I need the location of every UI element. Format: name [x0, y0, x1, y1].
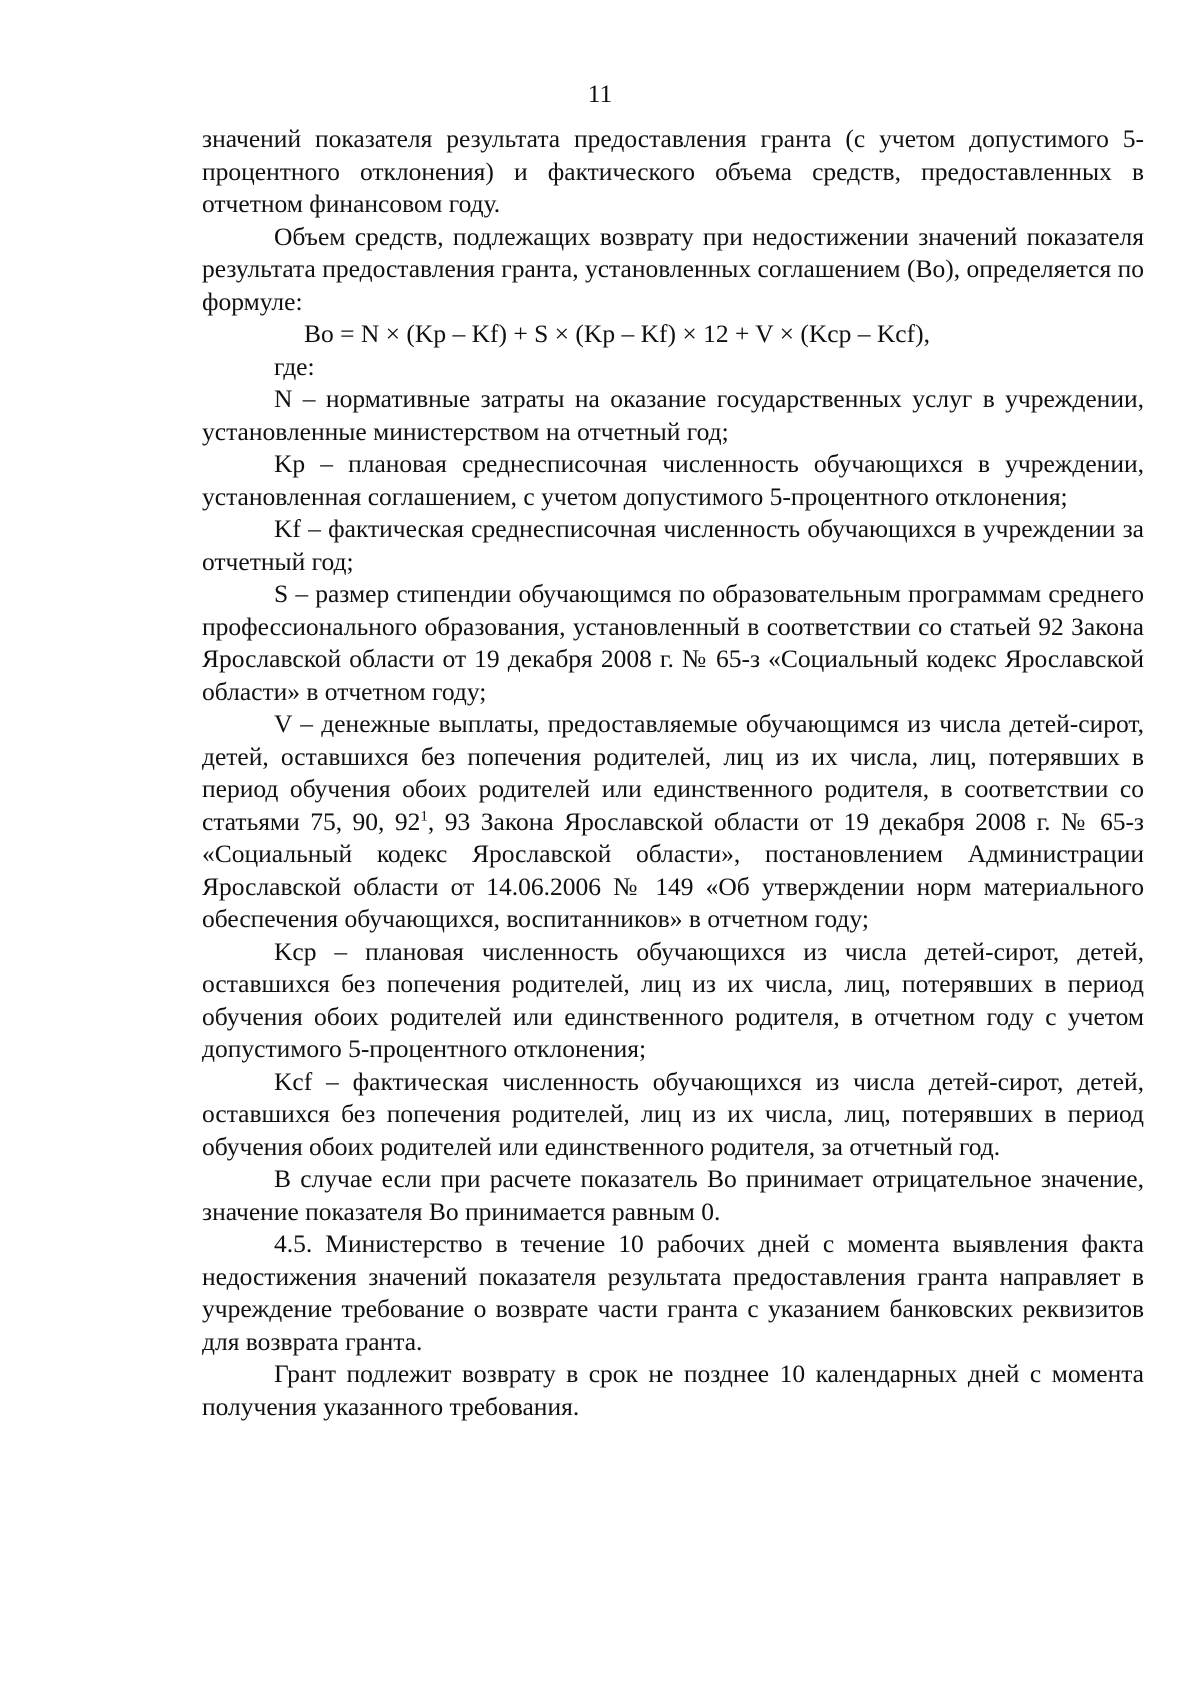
paragraph-continuation: значений показателя результата предоставления гранта (с учетом допустимого 5-процентного отклонения) и фактического объема средств, предоставленных в отчетном финансовом году.: [202, 124, 1144, 218]
definition-kcp: Kcp – плановая численность обучающихся из числа детей-сирот, детей, оставшихся без попечения родителей, лиц из их числа, лиц, потерявших в период обучения обоих родителей или единственного родителя, в отчетном году с учетом допустимого 5-процентного отклонения;: [202, 936, 1144, 1063]
formula: Во = N × (Kp – Kf) + S × (Kp – Kf) × 12 + V × (Kcp – Kcf),: [304, 319, 930, 348]
definition-v-text-end: , 93 Закона Ярославской области от 19 декабря 2008 г. № 65-з «Социальный кодекс Ярославской области», постановлением Администрации Ярославской области от 14.06.2006 № 149 «Об утверждении норм материального обеспечения обучающихся, воспитанников» в отчетном году;: [202, 806, 1145, 933]
definition-kf: Kf – фактическая среднесписочная численность обучающихся в учреждении за отчетный год;: [202, 514, 1144, 576]
where-label: где:: [274, 351, 315, 381]
paragraph-4-5: 4.5. Министерство в течение 10 рабочих дней с момента выявления факта недостижения значений показателя результата предоставления гранта направляет в учреждение требование о возврате части гранта с указанием банковских реквизитов для возврата гранта.: [202, 1229, 1144, 1356]
document-body: [202, 123, 1144, 1423]
page-number: 11: [587, 79, 613, 108]
definition-v-superscript: 1: [420, 808, 428, 824]
definition-n: N – нормативные затраты на оказание государственных услуг в учреждении, установленные министерством на отчетный год;: [202, 384, 1144, 446]
paragraph-negative-value: В случае если при расчете показатель Во принимает отрицательное значение, значение показателя Во принимается равным 0.: [202, 1164, 1144, 1226]
definition-s: S – размер стипендии обучающимся по образовательным программам среднего профессионального образования, установленный в соответствии со статьей 92 Закона Ярославской области от 19 декабря 2008 г. № 65-з «Социальный кодекс Ярославской области» в отчетном году;: [202, 579, 1144, 706]
definition-v: [202, 708, 1144, 936]
definition-v-text-start: V – денежные выплаты, предоставляемые обучающимся из числа детей-сирот, детей, оставшихся без попечения родителей, лиц из их числа, лиц, потерявших в период обучения обоих родителей или единственного родителя, в соответствии со статьями 75, 90, 92: [202, 709, 1144, 836]
definition-kp: Kp – плановая среднесписочная численность обучающихся в учреждении, установленная соглашением, с учетом допустимого 5-процентного отклонения;: [202, 449, 1144, 511]
paragraph-grant-return: Грант подлежит возврату в срок не позднее 10 календарных дней с момента получения указанного требования.: [202, 1359, 1144, 1421]
definition-kcf: Kcf – фактическая численность обучающихся из числа детей-сирот, детей, оставшихся без попечения родителей, лиц из их числа, лиц, потерявших в период обучения обоих родителей или единственного родителя, за отчетный год.: [202, 1066, 1144, 1161]
paragraph-refund-volume: Объем средств, подлежащих возврату при недостижении значений показателя результата предоставления гранта, установленных соглашением (Во), определяется по формуле:: [202, 221, 1144, 316]
